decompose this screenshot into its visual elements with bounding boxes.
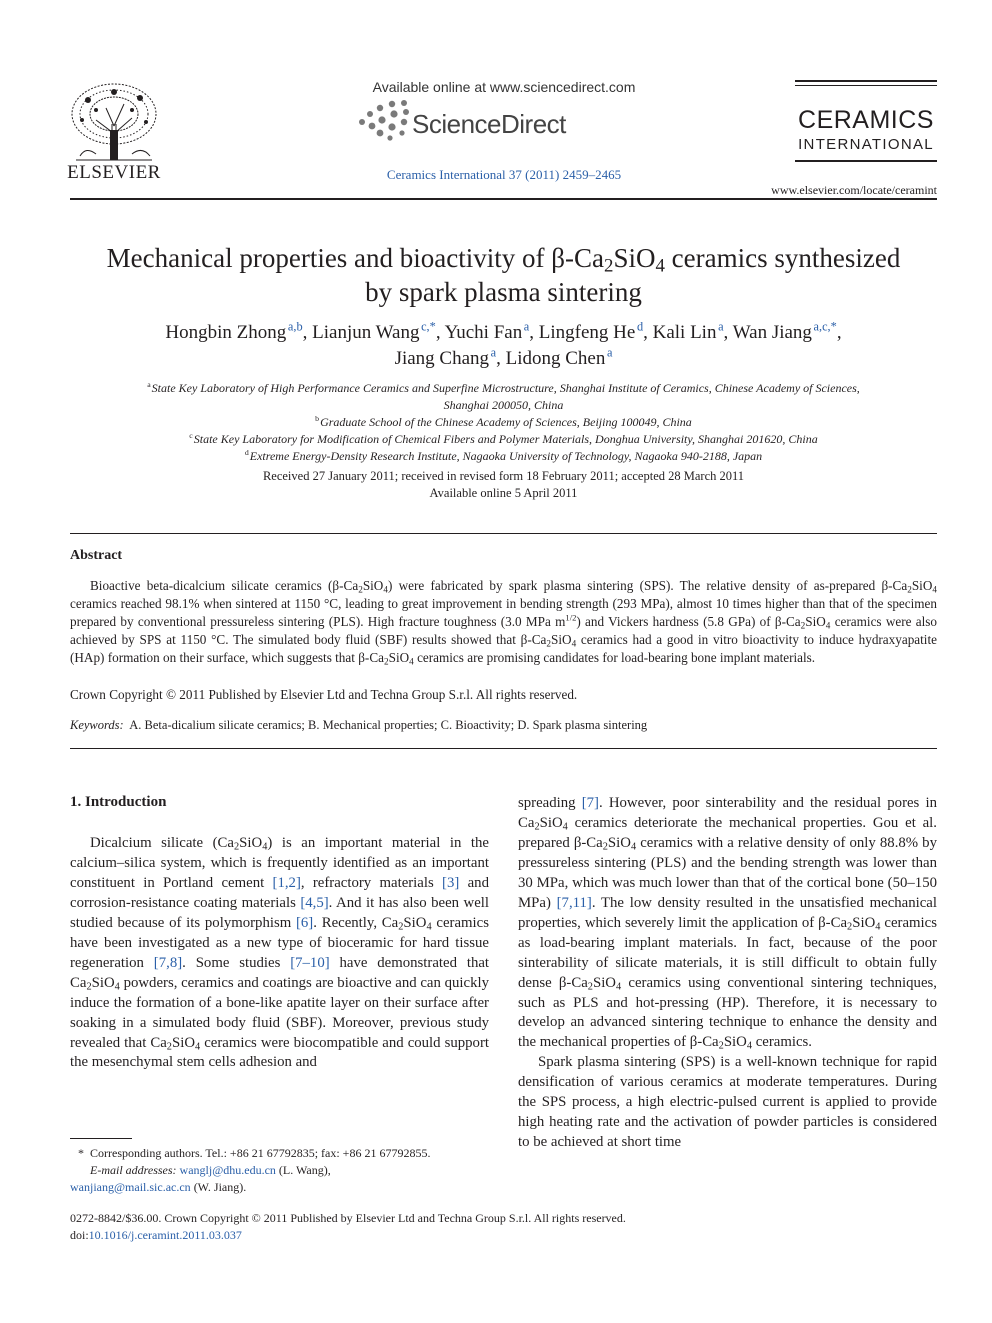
doi-line: doi:10.1016/j.ceramint.2011.03.037	[70, 1228, 242, 1242]
received-dates: Received 27 January 2011; received in revised form 18 February 2011; accepted 28 March 2011	[262, 469, 745, 483]
corresponding-note: * Corresponding authors. Tel.: +86 21 67792835; fax: +86 21 67792855.	[78, 1146, 431, 1160]
citation-link[interactable]: [7,11]	[556, 894, 592, 911]
journal-logo-rule	[795, 160, 937, 162]
author-name: Lidong Chen	[505, 348, 606, 369]
footnote	[70, 1145, 489, 1196]
abstract-top-rule	[70, 533, 937, 534]
citation-link[interactable]: [6]	[295, 914, 314, 931]
author-affiliation-mark[interactable]: a	[523, 319, 530, 334]
body-paragraph: Dicalcium silicate $(Ca_2SiO_4)$ is an important material in the calcium–silica system, which is frequently identified as an important constituent in Portland cement [1,2], refractory materials [3] and corrosion-resistance coating materials [4,5]. And it has also been well studied because of its polymorphism [6]. Recently, $Ca_2SiO_4$ ceramics have been investigated as a new type of bioceramic for hard tissue regeneration [7,8]. Some studies [7–10] have demonstrated that $Ca_2SiO_4$ powders, ceramics and coatings are bioactive and can quickly induce the formation of a bone-like apatite layer on their surface after soaking in a simulated body fluid (SBF). Moreover, previous study revealed that $Ca_2SiO_4$ ceramics were biocompatible and could support the mesenchymal stem cells adhesion and	[70, 835, 490, 1071]
citation-link[interactable]: [3]	[442, 874, 460, 891]
author-name: Lianjun Wang	[312, 322, 420, 343]
journal-logo-rule	[795, 80, 937, 82]
footnote-rule	[70, 1138, 132, 1139]
affiliation-list	[60, 380, 947, 465]
author-name: Kali Lin	[652, 322, 717, 343]
author-name: Hongbin Zhong	[165, 322, 287, 343]
issn-line: 0272-8842/$36.00. Crown Copyright © 2011 Published by Elsevier Ltd and Techna Group S.r.l. All rights reserved.	[70, 1211, 626, 1225]
journal-logo-line1: CERAMICS	[798, 106, 934, 134]
affiliation-item: $^c$ State Key Laboratory for Modification of Chemical Fibers and Polymer Materials, Donghua University, Shanghai 201620, China	[189, 431, 818, 446]
keywords-label: Keywords:	[70, 718, 124, 732]
article-history	[60, 468, 947, 502]
email-line: wanjiang@mail.sic.ac.cn (W. Jiang).	[70, 1180, 247, 1194]
body-paragraph: spreading [7]. However, poor sinterability and the residual pores in $Ca_2SiO_4$ ceramics deteriorate the mechanical properties. Gou et al. prepared $\beta-Ca_2SiO_4$ ceramics with a relative density of only 88.8% by pressureless sintering (PLS) and the bending strength was lower than 30 MPa, which was much lower than that of the cortical bone (50–150 MPa) [7,11]. The low density resulted in the unsatisfied mechanical properties, which severely limit the application of $\beta-Ca_2SiO_4$ ceramics as load-bearing implant materials. In fact, because of the poor sinterability of silicate materials, it is still difficult to obtain fully dense $\beta-Ca_2SiO_4$ ceramics using conventional sintering techniques, such as PLS and hot-pressing (HP). Therefore, it is necessary to develop an advanced sintering technique to enhance the density and the mechanical properties of $\beta-Ca_2SiO_4$ ceramics.	[518, 795, 937, 1053]
email-line: E-mail addresses: wanglj@dhu.edu.cn (L. Wang),	[90, 1163, 331, 1177]
keywords-text: A. Beta-dicalium silicate ceramics; B. Mechanical properties; C. Bioactivity; D. Spark plasma sintering	[129, 718, 648, 732]
author-list: Hongbin Zhong $^{a,b}$, Lianjun Wang $^{c,*}$, Yuchi Fan $^a$, Lingfeng He $^d$, Kali Lin $^a$, Wan Jiang $^{a,c,*}$, Jiang Chang $^a$, Lidong Chen $^a$	[165, 319, 842, 369]
citation-link[interactable]: [7,8]	[153, 954, 183, 971]
citation-link[interactable]: [7]	[581, 795, 599, 811]
doi-link[interactable]: 10.1016/j.ceramint.2011.03.037	[88, 1228, 242, 1242]
author-affiliation-mark[interactable]: a	[718, 319, 724, 334]
abstract-heading: Abstract	[70, 548, 123, 563]
journal-url[interactable]: www.elsevier.com/locate/ceramint	[771, 183, 937, 197]
keywords	[70, 718, 647, 733]
author-affiliation-mark[interactable]: a	[490, 345, 497, 360]
author-affiliation-mark[interactable]: d	[636, 319, 644, 334]
available-date: Available online 5 April 2011	[429, 486, 578, 500]
abstract-body: Bioactive beta-dicalcium silicate ceramics $(\beta-Ca_2SiO_4)$ were fabricated by spark plasma sintering (SPS). The relative density of as-prepared $\beta-Ca_2SiO_4$ ceramics reached 98.1% when sintered at 1150 °C, leading to great improvement in bending strength (293 MPa), almost 10 times higher than that of the specimen prepared by conventional pressureless sintering (PLS). High fracture toughness (3.0 MPa $m^{1/2}$) and Vickers hardness (5.8 GPa) of $\beta-Ca_2SiO_4$ ceramics were also achieved by SPS at 1150 °C. The simulated body fluid (SBF) results showed that $\beta-Ca_2SiO_4$ ceramics had a good in vitro bioactivity to induce hydraxyapatite (HAp) formation on their surface, which suggests that $\beta-Ca_2SiO_4$ ceramics are promising candidates for load-bearing bone implant materials.	[70, 578, 937, 667]
journal-reference-link[interactable]: Ceramics International 37 (2011) 2459–2465	[386, 167, 622, 182]
email-link[interactable]: wanglj@dhu.edu.cn	[179, 1163, 276, 1177]
body-column-left	[70, 834, 489, 1073]
publisher-name: ELSEVIER	[67, 162, 161, 183]
affiliation-item: $^d$ Extreme Energy-Density Research Institute, Nagaoka University of Technology, Nagaoka 940-2188, Japan	[244, 448, 763, 463]
author-affiliation-mark[interactable]: a,b	[287, 319, 303, 334]
author-affiliation-mark[interactable]: c,*	[421, 319, 436, 334]
available-online-text: Available online at www.sciencedirect.com	[372, 79, 636, 95]
bottom-metadata	[70, 1210, 626, 1244]
abstract-bottom-rule	[70, 748, 937, 749]
author-name: Wan Jiang	[732, 322, 812, 343]
citation-link[interactable]: [4,5]	[300, 894, 329, 911]
author-name: Jiang Chang	[394, 348, 490, 369]
body-paragraph: Spark plasma sintering (SPS) is a well-known technique for rapid densification of various ceramics at moderate temperatures. During the SPS process, a high electric-pulsed current is applied to provide high heating rate and the activation of powder particles is considered to be achieved at short time	[518, 1054, 937, 1151]
affiliation-item: $^b$ Graduate School of the Chinese Academy of Sciences, Beijing 100049, China	[315, 414, 692, 429]
author-name: Lingfeng He	[538, 322, 636, 343]
author-name: Yuchi Fan	[444, 322, 523, 343]
author-affiliation-mark[interactable]: a,c,*	[813, 319, 837, 334]
email-link[interactable]: wanjiang@mail.sic.ac.cn	[70, 1180, 191, 1194]
section-heading: 1. Introduction	[70, 794, 167, 810]
journal-logo-rule	[795, 85, 937, 86]
abstract-copyright: Crown Copyright © 2011 Published by Elsevier Ltd and Techna Group S.r.l. All rights reserved.	[70, 687, 578, 702]
header-divider	[70, 198, 937, 200]
article-title: Mechanical properties and bioactivity of $\beta-Ca_2SiO_4$ ceramics synthesized by spark plasma sintering	[106, 243, 901, 307]
citation-link[interactable]: [7–10]	[290, 954, 330, 971]
sciencedirect-wordmark: ScienceDirect	[412, 109, 566, 139]
author-affiliation-mark[interactable]: a	[606, 345, 613, 360]
affiliation-item: $^a$ State Key Laboratory of High Performance Ceramics and Superfine Microstructure, Shanghai Institute of Ceramics, Chinese Academy of Sciences, Shanghai 200050, China	[147, 380, 860, 412]
citation-link[interactable]: [1,2]	[272, 874, 301, 891]
body-column-right	[518, 794, 937, 1153]
journal-logo-line2: INTERNATIONAL	[798, 136, 934, 153]
